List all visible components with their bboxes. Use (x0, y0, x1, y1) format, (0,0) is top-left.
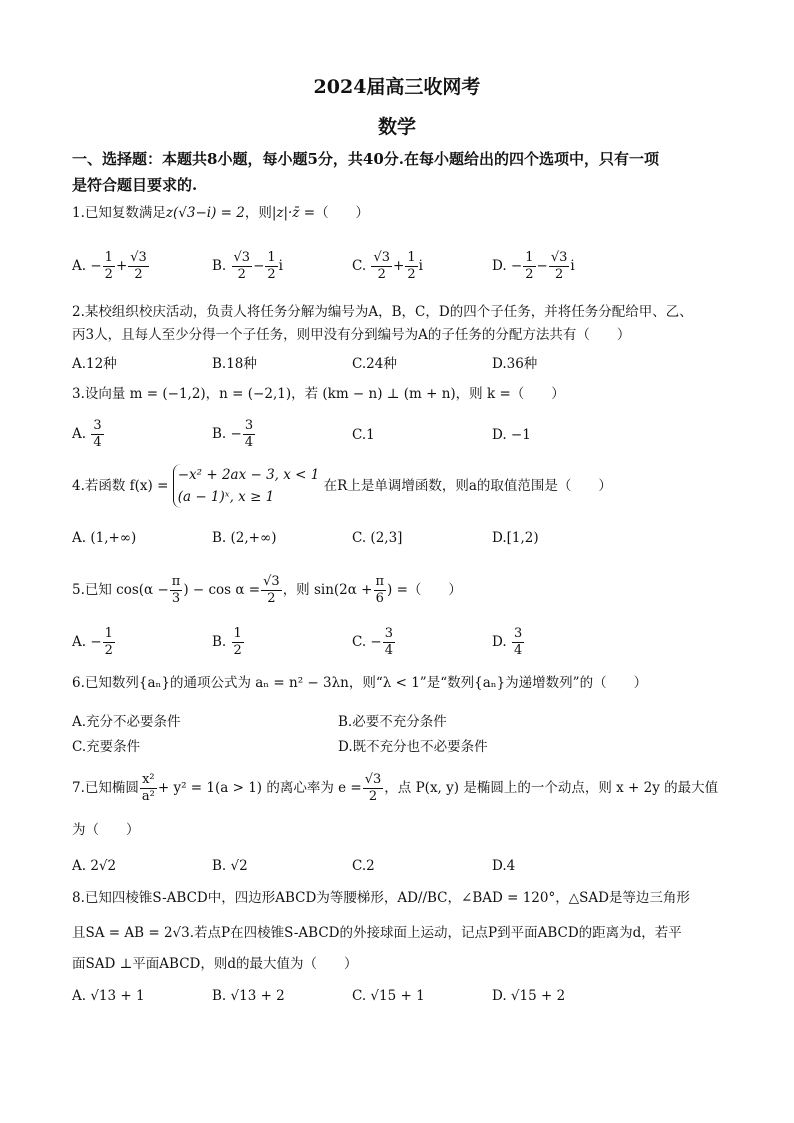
question-8-line-3: 面SAD ⊥平面ABCD，则d的最大值为（ ） (72, 956, 358, 972)
q1-stem-b: z(√3−i) = 2 (165, 205, 245, 221)
question-4: 4.若函数 f(x) = −x² + 2ax − 3, x < 1 (a − 1)ˣ, x ≥ 1 在R上是单调增函数，则a的取值范围是（ ） (72, 464, 732, 508)
question-8-line-2: 且SA = AB = 2√3.若点P在四棱锥S-ABCD的外接球面上运动，记点P到平面ABCD的距离为d，若平 (72, 925, 682, 941)
q3-option-c: C.1 (352, 427, 375, 443)
q2-option-c: C.24种 (352, 356, 397, 372)
q8-option-b: B. √13 + 2 (212, 988, 285, 1004)
question-2-line-1: 2.某校组织校庆活动，负责人将任务分解为编号为A，B，C，D的四个子任务，并将任务分配给甲、乙、 (72, 304, 693, 320)
q6-option-c: C.充要条件 (72, 739, 141, 755)
q4-option-a: A. (1,+∞) (72, 530, 137, 546)
subject-title: 数学 (377, 116, 416, 138)
q8-option-a: A. √13 + 1 (72, 988, 145, 1004)
q1-stem-c: ，则 (244, 205, 272, 221)
q2-option-b: B.18种 (212, 356, 257, 372)
q6-option-a: A.充分不必要条件 (72, 714, 181, 730)
q2-option-d: D.36种 (492, 356, 538, 372)
question-1 (72, 201, 732, 226)
q1-stem-e: （ ） (315, 205, 370, 221)
q5-option-a: A. − $\frac{1}{2}$ (72, 626, 113, 658)
q5-option-b: B. $\frac{1}{2}$ (212, 626, 242, 658)
q4-option-d: D.[1,2) (492, 530, 539, 546)
question-7: 7.已知椭圆 $\frac{\text{x²}}{\text{a²}}$ + y² = 1(a > 1) 的离心率为 e = $\frac{√3}{2}$ ，点 P(x, y) 是椭圆上的一个动点，则 x + 2y 的最大值 (72, 772, 719, 804)
q6-option-b: B.必要不充分条件 (338, 714, 447, 730)
question-6: 6.已知数列{aₙ}的通项公式为 aₙ = n² − 3λn，则“λ < 1”是“数列{aₙ}为递增数列”的（ ） (72, 675, 648, 691)
section-line-1: 一、选择题：本题共8小题，每小题5分，共40分.在每小题给出的四个选项中，只有一项 (72, 150, 659, 168)
q3-option-b: B. − $\frac{3}{4}$ (212, 418, 254, 450)
q1-option-c: C. $\frac{√3}{2}$ + $\frac{1}{2}$ i (352, 250, 423, 282)
section-heading (72, 146, 732, 198)
q4-case-1: −x² + 2ax − 3, x < 1 (177, 467, 320, 483)
question-2-line-2: 丙3人，且每人至少分得一个子任务，则甲没有分到编号为A的子任务的分配方法共有（ ） (72, 327, 631, 343)
q8-option-c: C. √15 + 1 (352, 988, 425, 1004)
q1-stem-d: |z|·z̄ = (271, 205, 316, 221)
q2-option-a: A.12种 (72, 356, 117, 372)
q4-option-b: B. (2,+∞) (212, 530, 277, 546)
q1-option-d: D. − $\frac{1}{2}$ − $\frac{√3}{2}$ i (492, 250, 575, 282)
q1-option-a: A. − $\frac{1}{2}$ + $\frac{√3}{2}$ (72, 250, 147, 282)
q1-stem-a: 1.已知复数满足 (72, 205, 166, 221)
question-5: 5.已知 cos(α − $\frac{\pi}{3}$ ) − cos α = $\frac{√3}{2}$ ，则 sin(2α + $\frac{\pi}{6}$ ) =（ ） (72, 574, 462, 606)
exam-title: 2024届高三收网考 (313, 76, 481, 98)
q8-option-d: D. √15 + 2 (492, 988, 566, 1004)
q6-option-d: D.既不充分也不必要条件 (338, 739, 488, 755)
q3-option-d: D. −1 (492, 427, 531, 443)
q1-option-b: B. $\frac{√3}{2}$ − $\frac{1}{2}$ i (212, 250, 283, 282)
q5-option-c: C. − $\frac{3}{4}$ (352, 626, 394, 658)
q7-option-b: B. √2 (212, 858, 248, 874)
q4-option-c: C. (2,3] (352, 530, 403, 546)
question-3: 3.设向量 m = (−1,2)，n = (−2,1)，若 (km − n) ⊥ (m + n)，则 k =（ ） (72, 386, 565, 402)
q7-option-d: D.4 (492, 858, 516, 874)
q7-option-c: C.2 (352, 858, 375, 874)
question-7-line-2: 为（ ） (72, 822, 140, 838)
q3-option-a: A. $\frac{3}{4}$ (72, 418, 102, 450)
q5-option-d: D. $\frac{3}{4}$ (492, 626, 523, 658)
section-line-2: 是符合题目要求的. (72, 176, 198, 194)
q4-case-2: (a − 1)ˣ, x ≥ 1 (177, 489, 275, 505)
q7-option-a: A. 2√2 (72, 858, 117, 874)
question-8-line-1: 8.已知四棱锥S-ABCD中，四边形ABCD为等腰梯形，AD//BC，∠BAD = 120°，△SAD是等边三角形 (72, 890, 690, 906)
